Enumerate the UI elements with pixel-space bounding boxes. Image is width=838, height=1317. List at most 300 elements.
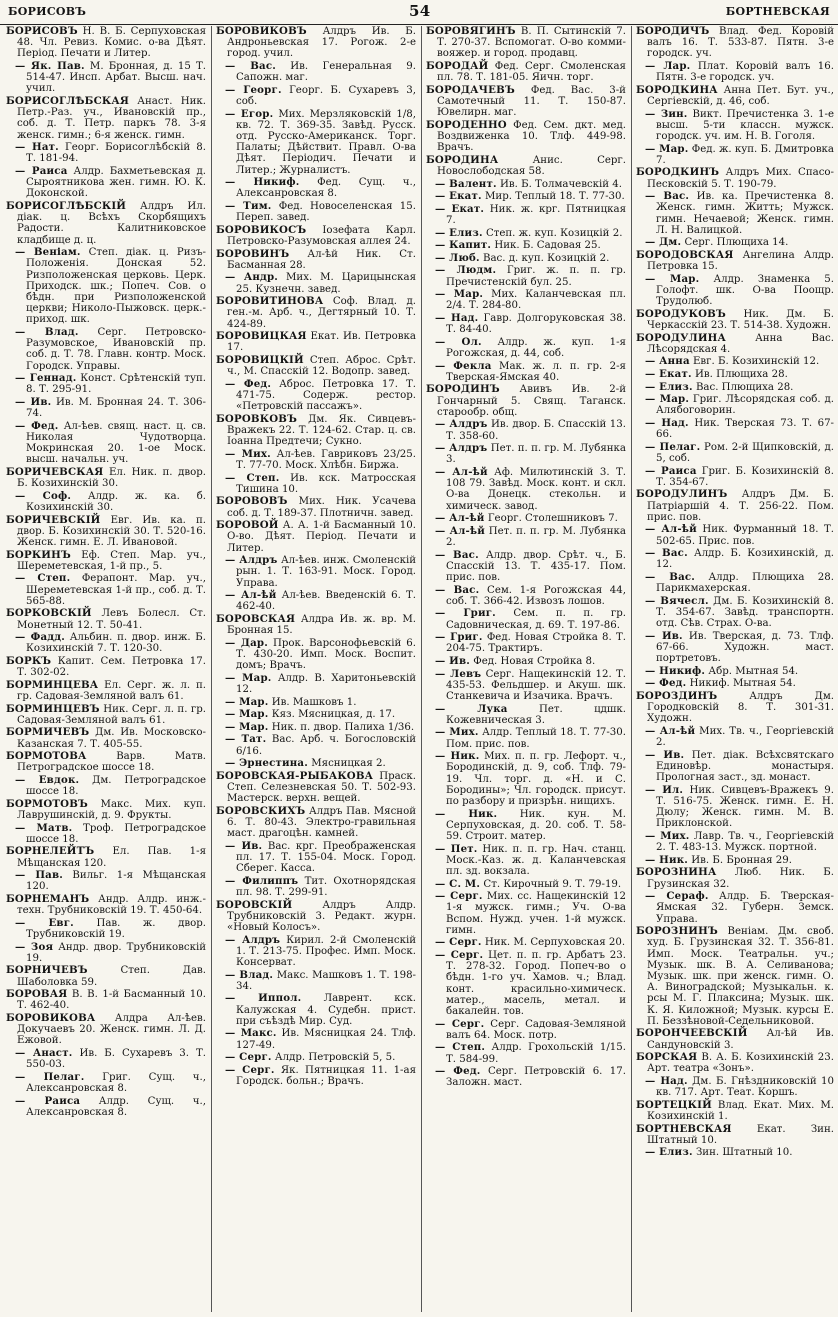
entry-name: БОРОДКИНА xyxy=(636,83,718,96)
entry-details: Мак. ж. л. п. гр. 2-я Тверская-Ямская 40. xyxy=(446,360,626,383)
entry-name: — Тим. xyxy=(225,200,272,212)
directory-entry xyxy=(216,85,416,107)
entry-name: — Григ. xyxy=(435,607,496,620)
entry-details: Григ. Б. Козихинскій 8. Т. 354-67. xyxy=(656,465,834,488)
directory-entry xyxy=(6,61,206,95)
directory-entry xyxy=(426,585,626,607)
directory-entry xyxy=(6,421,206,466)
entry-name: — Фед. xyxy=(225,377,272,390)
directory-entry xyxy=(6,467,206,489)
directory-entry xyxy=(216,935,416,969)
entry-details: Дм. Б. Козихинскій 8. Т. 354-67. Завѣд. транспортн. отд. Сѣв. Страх. О-ва. xyxy=(656,595,834,630)
entry-details: Кяз. Мясницкая, д. 17. xyxy=(271,709,396,721)
entry-name: — Григ. xyxy=(435,631,483,644)
column-divider xyxy=(421,26,422,1312)
directory-entry xyxy=(216,876,416,898)
entry-name: — Веніам. xyxy=(15,246,81,259)
entry-name: — Вас. xyxy=(225,60,276,72)
entry-details: Н. В. Б. Серпуховская 48. Чл. Ревиз. Комис. о-ва Дѣят. Період. Печати и Литер. xyxy=(17,26,206,60)
directory-entry xyxy=(426,253,626,264)
entry-name: БОРОДКИНЪ xyxy=(636,166,720,179)
directory-entry xyxy=(636,1076,834,1098)
entry-name: — Фед. xyxy=(435,1065,481,1078)
directory-entry xyxy=(426,727,626,749)
directory-entry xyxy=(426,937,626,948)
directory-entry xyxy=(636,831,834,853)
entry-details: Абр. Мытная 54. xyxy=(708,665,799,677)
entry-details: Ник. Серг. л. п. гр. Садовая-Земляной валъ 61. xyxy=(17,703,206,726)
directory-entry xyxy=(636,26,834,60)
directory-entry xyxy=(426,313,626,335)
directory-entry xyxy=(426,550,626,584)
entry-details: Ферапонт. Мар. уч., Шереметевская 1-й пр., соб. д. Т. 565-88. xyxy=(26,573,206,607)
entry-name: — Дар. xyxy=(225,636,268,649)
entry-name: — Вас. xyxy=(645,190,690,203)
entry-details: Алдръ Алдр. Трубниковскій 3. Редакт. журн. «Новый Колосъ». xyxy=(227,899,416,933)
entry-details: Серг. Садовая-Земляной валъ 64. Моск. потр. xyxy=(446,1018,626,1041)
entry-name: — Эрнестина. xyxy=(225,757,308,770)
directory-entry xyxy=(426,443,626,465)
directory-entry xyxy=(426,809,626,843)
directory-entry xyxy=(636,1100,834,1122)
entry-details: Фед. ж. куп. Б. Дмитровка 7. xyxy=(656,143,834,166)
directory-entry xyxy=(636,1147,834,1158)
entry-details: Серг. Нащекинскій 12. Т. 435-53. Фельдшер. и Акуш. шк. Станкевича и Изачика. Врачъ. xyxy=(446,668,626,702)
directory-entry xyxy=(216,449,416,471)
entry-details: Ник. Тверская 73. Т. 67-66. xyxy=(656,417,834,441)
directory-entry xyxy=(636,524,834,546)
entry-details: Веніам. Дм. своб. худ. Б. Грузинская 32. Т. 356-81. Имп. Моск. Театральн. уч.; Музык. шк. В. А. Селиванова; Музык. шк. при женск. гимн. О. А. Виноградской; Музыкальн. к. рсы М. Г. Плаксина; Музык. шк. К. Я. Киложной; Музык. курсы Е. П. Беззѣновой-Седельниковой. xyxy=(647,926,834,1027)
entry-details: Ник. Дм. Б. Черкасскій 23. Т. 514-38. Художн. xyxy=(647,308,834,331)
entry-details: Мих. Каланчевская пл. 2/4. Т. 284-80. xyxy=(446,289,626,312)
directory-entry xyxy=(636,237,834,248)
entry-details: Алдр. Плющиха 28. Парикмахерская. xyxy=(656,571,834,595)
directory-entry xyxy=(216,496,416,518)
entry-name: — Пелаг. xyxy=(15,1070,85,1083)
entry-details: Ник. п. двор. Палиха 1/36. xyxy=(271,721,415,733)
directory-entry xyxy=(636,489,834,523)
entry-name: БОРОЗНИНЪ xyxy=(636,925,718,938)
directory-entry xyxy=(426,240,626,251)
entry-name: БОРИСОГЛѢБСКАЯ xyxy=(6,95,130,107)
entry-name: — Никиф. xyxy=(225,176,300,189)
entry-details: Сем. п. п. гр. Садовническая, д. 69. Т. 197-86. xyxy=(446,608,626,631)
running-header xyxy=(0,0,838,25)
entry-name: БОРОДУКОВЪ xyxy=(636,307,726,320)
entry-name: БОРИСОГЛѢБСКІЙ xyxy=(6,200,127,212)
directory-entry xyxy=(216,970,416,992)
directory-entry xyxy=(6,1072,206,1094)
entry-details: Кирил. 2-й Смоленскій 1. Т. 213-75. Профес. Имп. Моск. Консерват. xyxy=(236,934,416,968)
directory-entry xyxy=(636,726,834,748)
entry-details: Алдръ Дм. Городковскій 8. Т. 301-31. Художн. xyxy=(647,690,834,725)
entry-name: — Пелаг. xyxy=(645,440,701,453)
directory-entry xyxy=(6,989,206,1011)
entry-name: — Фед. xyxy=(645,677,687,690)
entry-details: Ал-ѣй Ив. Сандуновскій 3. xyxy=(647,1028,834,1051)
entry-details: Іозефата Карл. Петровско-Разумовская аллея 24. xyxy=(227,224,416,247)
entry-name: БОРИЧЕВСКАЯ xyxy=(6,466,104,479)
directory-entry xyxy=(6,201,206,246)
entry-name: — Анаст. xyxy=(15,1046,73,1059)
directory-entry xyxy=(426,85,626,119)
column-divider xyxy=(631,26,632,1312)
directory-entry xyxy=(426,704,626,726)
column-2 xyxy=(216,26,416,1312)
directory-entry xyxy=(6,727,206,749)
entry-details: Дм. Петроградское шоссе 18. xyxy=(26,774,206,798)
entry-details: Авивъ Ив. 2-й Гончарный 5. Свящ. Таганск. старообр. общ. xyxy=(437,384,626,418)
entry-details: Григ. ж. п. п. гр. Пречистенскій бул. 25. xyxy=(446,265,626,288)
directory-entry xyxy=(426,204,626,226)
directory-entry xyxy=(636,572,834,594)
entry-name: БОРМИЧЕВЪ xyxy=(6,726,90,739)
entry-name: — Раиса xyxy=(15,1094,81,1107)
entry-details: Мир. Теплый 18. Т. 77-30. xyxy=(484,191,625,203)
directory-entry xyxy=(426,513,626,524)
entry-name: — Мих. xyxy=(435,726,479,739)
directory-entry xyxy=(636,750,834,784)
entry-details: Ром. 2-й Щипковскій, д. 5, соб. xyxy=(656,441,834,464)
directory-entry xyxy=(426,155,626,177)
directory-entry xyxy=(426,751,626,807)
entry-name: — Матв. xyxy=(15,821,73,834)
directory-entry xyxy=(426,632,626,654)
entry-name: — Мар. xyxy=(435,288,484,301)
entry-details: Ал-ѣев. инж. Смоленскій рын. 1. Т. 163-91. Моск. Город. Управа. xyxy=(236,555,416,589)
entry-name: БОРМОТОВА xyxy=(6,750,87,763)
entry-details: Пет. п. п. гр. М. Лубянка 3. xyxy=(446,443,626,466)
directory-entry xyxy=(426,337,626,359)
entry-name: — Филиппъ xyxy=(225,874,299,887)
directory-entry xyxy=(636,144,834,166)
directory-entry xyxy=(426,1019,626,1041)
directory-entry xyxy=(6,799,206,821)
entry-details: Зин. Штатный 10. xyxy=(695,1147,793,1159)
entry-details: Андр. Алдр. инж.-техн. Трубниковскій 19. Т. 450-64. xyxy=(17,893,206,917)
entry-name: — Ив. xyxy=(645,629,683,642)
entry-details: Алдръ Дм. Б. Патріаршій 4. Т. 256-22. Пом. прис. пов. xyxy=(647,489,834,523)
entry-details: Степ. діак. ц. Ризъ-Положенія. Донская 52. Ризположенская церковь. Церк. Приходск. шк.; Попеч. Сов. о бѣдн. при Ризположенской церкви; Николо-Пыжовск. церк.-приход. шк. xyxy=(26,247,206,326)
entry-name: — Екат. xyxy=(435,190,482,203)
entry-name: БОРОНЧЕЕВСКІЙ xyxy=(636,1027,748,1040)
entry-details: Ник. кун. М. Серпуховская, д. 20. соб. Т. 58-59. Строит. матер. xyxy=(446,808,626,842)
entry-name: — Фекла xyxy=(435,359,492,372)
entry-name: БОРОВИКОВА xyxy=(6,1011,96,1024)
entry-name: — Серг. xyxy=(435,1017,485,1030)
directory-entry xyxy=(6,870,206,892)
entry-details: Алдра Ив. ж. вр. М. Бронная 15. xyxy=(227,613,416,637)
entry-details: Алдръ Мих. Спасо-Песковскій 5. Т. 190-79. xyxy=(647,167,834,190)
entry-name: — Мар. xyxy=(645,393,690,406)
directory-entry xyxy=(216,414,416,448)
page-number: 54 xyxy=(409,2,431,20)
entry-details: Ал-ѣев. Гавриковъ 23/25. Т. 77-70. Моск. Хлѣбн. Биржа. xyxy=(236,448,416,471)
directory-entry xyxy=(216,841,416,875)
directory-entry xyxy=(6,632,206,654)
entry-name: — Макс. xyxy=(225,1027,277,1040)
entry-name: — Андр. xyxy=(225,271,279,284)
entry-name: БОРТНЕВСКАЯ xyxy=(636,1122,732,1135)
entry-details: Алдр. Бахметьевская д. Сыроятникова жен. гимн. Ю. К. Доконской. xyxy=(26,166,206,200)
entry-name: — Алдръ xyxy=(225,554,278,567)
entry-name: — Вячесл. xyxy=(645,594,709,607)
directory-entry xyxy=(6,656,206,678)
entry-name: — Серг. xyxy=(225,1051,272,1064)
entry-details: Алдр. Б. Тверская-Ямская 32. Губерн. Земск. Управа. xyxy=(656,891,834,925)
entry-details: Цет. п. п. гр. Арбатъ 23. Т. 278-32. Город. Попеч-во о бѣдн. 1-го уч. Хамов. ч.; Влад. конт. красильно-химическ. матер., масель, метал. и бакалейн. тов. xyxy=(446,949,626,1017)
directory-entry xyxy=(216,771,416,805)
entry-details: Альбин. п. двор. инж. Б. Козихинскій 7. Т. 120-30. xyxy=(26,632,206,655)
entry-name: — Ив. xyxy=(225,839,263,852)
entry-name: БОРОВСКАЯ-РЫБАКОВА xyxy=(216,769,374,782)
entry-details: Конст. Срѣтенскій туп. 8. Т. 295-91. xyxy=(26,373,206,396)
directory-entry xyxy=(636,678,834,689)
entry-name: — Пав. xyxy=(15,869,63,882)
entry-details: Ив. Б. Бронная 29. xyxy=(691,854,793,866)
entry-details: Мих. М. Царицынская 25. Кузнечн. завед. xyxy=(236,272,416,295)
entry-name: — Евг. xyxy=(15,916,74,929)
entry-name: БОРОВИЦКАЯ xyxy=(216,330,307,343)
entry-name: — Тат. xyxy=(225,733,267,746)
directory-entry xyxy=(636,867,834,889)
entry-details: Ив. Б. Толмачевскій 4. xyxy=(499,178,623,190)
entry-details: Алдр. Сущ. ч., Алексанровская 8. xyxy=(26,1095,206,1118)
entry-details: Алдр. Б. Козихинскій, д. 12. xyxy=(656,548,834,571)
entry-details: Лаврент. кск. Калужская 4. Судебн. прист. при съѣздѣ Мир. Суд. xyxy=(236,993,416,1027)
directory-entry xyxy=(216,993,416,1027)
directory-entry xyxy=(6,397,206,419)
entry-name: — Лар. xyxy=(645,60,691,72)
directory-entry xyxy=(216,709,416,720)
entry-details: Алдр. двор. Срѣт. ч., Б. Спасскій 13. Т. 435-17. Пом. прис. пов. xyxy=(446,549,626,583)
entry-name: — Пет. xyxy=(435,842,478,855)
entry-details: Ник. Сивцевъ-Вражекъ 9. Т. 516-75. Женск. гимн. Е. Н. Дюлу; Женск. гимн. М. В. Приклонской. xyxy=(656,784,834,830)
entry-details: В. В. 1-й Басманный 10. Т. 462-40. xyxy=(17,989,206,1012)
entry-name: — Ил. xyxy=(645,783,684,796)
directory-entry xyxy=(636,369,834,380)
directory-entry xyxy=(636,394,834,416)
entry-name: — Зоя xyxy=(15,940,54,953)
entry-details: Ал-ѣев. Введенскій 6. Т. 462-40. xyxy=(236,590,416,613)
directory-entry xyxy=(636,382,834,393)
entry-details: Сем. 1-я Рогожская 44, соб. Т. 366-42. Извозъ лошов. xyxy=(446,584,626,607)
entry-details: Екат. Зин. Штатный 10. xyxy=(647,1123,834,1146)
directory-entry xyxy=(216,26,416,60)
entry-name: — Егор. xyxy=(225,107,274,120)
directory-entry xyxy=(426,669,626,703)
directory-entry xyxy=(216,109,416,176)
entry-details: Дм. Як. Сивцевъ-Вражекъ 22. Т. 124-62. Стар. ц. св. Іоанна Предтечи; Сукно. xyxy=(227,413,416,448)
directory-entry xyxy=(636,85,834,107)
directory-entry xyxy=(216,758,416,769)
entry-name: — Ал-ѣй xyxy=(225,589,277,602)
directory-entry xyxy=(636,596,834,630)
entry-details: Степ. Дав. Шаболовка 59. xyxy=(17,965,206,988)
entry-name: БОРНЕЛЕЙТЪ xyxy=(6,845,95,858)
directory-entry xyxy=(216,1065,416,1087)
entry-details: Ив. Тверская, д. 73. Тлф. 67-66. Художн. маст. портретовъ. xyxy=(656,630,834,665)
entry-name: БОРМИНЦЕВА xyxy=(6,678,99,691)
directory-entry xyxy=(426,656,626,667)
directory-entry xyxy=(216,697,416,708)
entry-name: — Анна xyxy=(645,355,690,368)
entry-details: Андр. двор. Трубниковскій 19. xyxy=(26,941,206,964)
directory-entry xyxy=(216,201,416,223)
entry-name: — Ив. xyxy=(645,748,685,761)
entry-details: Ел. Пав. 1-я Мѣщанская 120. xyxy=(17,846,206,869)
directory-entry xyxy=(216,296,416,330)
directory-entry xyxy=(6,247,206,325)
directory-entry xyxy=(6,894,206,916)
header-left-word: БОРИСОВЪ xyxy=(8,5,87,18)
entry-details: Степ. Аброс. Срѣт. ч., М. Спасскій 12. Водопр. завед. xyxy=(227,354,416,378)
entry-details: Влад. Екат. Мих. М. Козихинскій 1. xyxy=(647,1099,834,1122)
directory-entry xyxy=(216,520,416,554)
entry-details: Гавр. Долгоруковская 38. Т. 84-40. xyxy=(446,312,626,336)
entry-details: Ив. Б. Сухаревъ 3. Т. 550-03. xyxy=(26,1047,206,1071)
entry-name: БОРОВСКИХЪ xyxy=(216,804,306,817)
directory-entry xyxy=(216,1028,416,1050)
entry-name: — Мих. xyxy=(225,447,271,460)
directory-entry xyxy=(6,680,206,702)
entry-name: БОРОВСКІЙ xyxy=(216,898,293,911)
entry-name: — Лука xyxy=(435,702,508,715)
directory-entry xyxy=(426,526,626,548)
entry-details: Мих. сс. Нащекинскій 12 1-я мужск. гимн.; Уч. О-ва Вспом. Нужд. учен. 1-й мужск. гимн. xyxy=(446,891,626,936)
directory-entry xyxy=(636,1028,834,1050)
directory-entry xyxy=(426,891,626,936)
entry-name: БОРОВСКАЯ xyxy=(216,612,296,625)
entry-details: Еф. Степ. Мар. уч., Шереметевская, 1-й пр., 5. xyxy=(17,549,206,572)
entry-details: Георг. Б. Сухаревъ 3, соб. xyxy=(236,84,416,107)
entry-details: Ник. М. Серпуховская 20. xyxy=(484,937,626,949)
directory-entry xyxy=(6,550,206,572)
entry-name: — Вас. xyxy=(645,547,688,560)
entry-details: Алдръ Пав. Мясной 6. Т. 80-43. Электро-гравильная маст. драгоцѣн. камней. xyxy=(227,805,416,840)
entry-details: Ив. Мясницкая 24. Тлф. 127-49. xyxy=(236,1028,416,1051)
entry-name: — Мар. xyxy=(225,695,269,708)
directory-entry xyxy=(426,61,626,83)
directory-entry xyxy=(216,638,416,672)
entry-name: — Ал-ѣй xyxy=(645,724,696,737)
entry-details: Алдр. ж. ка. б. Козихинскій 30. xyxy=(26,490,206,514)
directory-entry xyxy=(216,225,416,247)
entry-details: Алдр. Грохольскій 1/15. Т. 584-99. xyxy=(446,1042,626,1065)
entry-details: Капит. Сем. Петровка 17. Т. 302-02. xyxy=(17,656,206,679)
entry-details: Ал-ѣй Ник. Ст. Басманная 28. xyxy=(227,248,416,271)
entry-name: БОРОДИНЪ xyxy=(426,383,500,396)
entry-name: БОРСКАЯ xyxy=(636,1051,698,1064)
entry-name: БОРОВИКОСЪ xyxy=(216,223,307,236)
entry-name: — Влад. xyxy=(225,968,274,981)
entry-details: Серг. Плющиха 14. xyxy=(684,237,789,249)
entry-name: — Ал-ѣй xyxy=(645,523,697,536)
entry-details: Серг. Петровско-Разумовское, Ивановскій пр. соб. д. Т. 78. Главн. контр. Моск. Городск. Управы. xyxy=(26,327,206,372)
entry-name: БОРОДУЛИНЪ xyxy=(636,488,728,501)
directory-entry xyxy=(216,272,416,294)
entry-name: — Вас. xyxy=(435,583,480,596)
directory-entry xyxy=(636,1124,834,1146)
directory-entry xyxy=(426,950,626,1017)
entry-details: Анна Вас. Лѣсорядская 4. xyxy=(647,332,834,355)
entry-name: — Серг. xyxy=(435,890,483,903)
entry-name: — Дм. xyxy=(645,236,682,249)
entry-name: — Фед. xyxy=(15,419,59,432)
entry-details: Фед. Новая Стройка 8. xyxy=(473,655,596,667)
entry-details: Ел. Серг. ж. л. п. гр. Садовая-Земляной валъ 61. xyxy=(17,679,206,702)
entry-details: Ив. М. Бронная 24. Т. 306-74. xyxy=(26,397,206,420)
directory-entry xyxy=(426,265,626,287)
entry-name: — Ал-ѣй xyxy=(435,512,485,525)
entry-name: — Екат. xyxy=(645,367,692,380)
directory-entry xyxy=(216,1052,416,1063)
directory-entry xyxy=(216,379,416,413)
directory-entry xyxy=(6,823,206,845)
entry-details: Варв. Матв. Петроградское шоссе 18. xyxy=(17,751,206,774)
directory-entry xyxy=(426,26,626,60)
directory-entry xyxy=(6,26,206,60)
entry-name: — Алдръ xyxy=(435,442,488,455)
entry-details: Пет. діак. Всѣхсвятскаго Единовѣр. монастыря. Прологная заст., зд. монаст. xyxy=(656,749,834,784)
entry-details: Ив. кск. Матросская Тишина 10. xyxy=(236,472,416,495)
entry-name: — Мар. xyxy=(225,671,272,684)
column-4 xyxy=(636,26,834,1312)
directory-entry xyxy=(6,96,206,141)
entry-details: В. П. Сытинскій 7. Т. 270-37. Вспомогат. О-во комми-вояжер. и город. продавц. xyxy=(437,26,626,60)
entry-details: Ив. Машковъ 1. xyxy=(271,696,357,708)
entry-details: Ник. ж. крг. Пятницкая 7. xyxy=(446,203,626,226)
directory-entry xyxy=(426,419,626,441)
directory-entry xyxy=(426,289,626,311)
entry-name: БОРОДАЧЕВЪ xyxy=(426,83,515,96)
entry-details: В. А. Б. Козихинскій 23. Арт. театра «Зонъ». xyxy=(647,1052,834,1075)
entry-details: Праск. Степ. Селезневская 50. Т. 502-93. Мастерск. верхн. вещей. xyxy=(227,770,416,805)
entry-name: — Ив. xyxy=(435,654,470,667)
entry-name: — Алдръ xyxy=(435,418,488,431)
directory-entry xyxy=(636,309,834,331)
entry-details: Серг. Петровскій 6. 17. Заложн. маст. xyxy=(446,1066,626,1089)
entry-name: — Мар. xyxy=(225,720,269,733)
entry-details: Фед. Вас. 3-й Самотечный 11. Т. 150-87. Ювелирн. маг. xyxy=(437,84,626,119)
directory-entry xyxy=(6,775,206,797)
directory-entry xyxy=(636,191,834,236)
entry-details: Мих. Мерзляковскій 1/8, кв. 72. Т. 369-35. Завѣд. Русск. отд. Русско-Американск. Торг. Палаты; Дѣйствит. Правл. О-ва Дѣят. Періодич. Печати и Литер.; Журналистъ. xyxy=(236,108,416,176)
entry-name: — Капит. xyxy=(435,239,492,252)
entry-details: Ал-ѣев. свящ. наст. ц. св. Николая Чудотворца. Мокринская 20. 1-ое Моск. высш. начальн. уч. xyxy=(26,420,206,466)
entry-name: — Ник. xyxy=(435,807,498,820)
entry-details: Аброс. Петровка 17. Т. 471-75. Содерж. рестор. «Петровскій пассажъ». xyxy=(236,378,416,413)
entry-name: — Раиса xyxy=(645,464,697,477)
entry-details: Ив. Генеральная 9. Сапожн. маг. xyxy=(236,61,416,84)
directory-entry xyxy=(6,515,206,549)
directory-entry xyxy=(636,274,834,308)
entry-details: Мих. Тв. ч., Георгіевскій 2. xyxy=(656,725,834,749)
entry-details: Анна Пет. Бут. уч., Сергіевскій, д. 46, соб. xyxy=(647,84,834,107)
directory-entry xyxy=(636,250,834,272)
entry-name: — Валент. xyxy=(435,177,497,190)
entry-name: — Як. Пав. xyxy=(15,60,85,72)
directory-entry xyxy=(636,109,834,143)
directory-entry xyxy=(6,1096,206,1118)
entry-details: Анис. Серг. Новослободская 58. xyxy=(437,154,626,177)
directory-entry xyxy=(216,734,416,756)
entry-name: БОРОДИНА xyxy=(426,153,499,166)
directory-entry xyxy=(216,806,416,840)
entry-name: — Мар. xyxy=(225,708,269,721)
directory-entry xyxy=(216,355,416,377)
entry-details: Георг. Борисоглѣбскій 8. Т. 181-94. xyxy=(26,142,206,165)
